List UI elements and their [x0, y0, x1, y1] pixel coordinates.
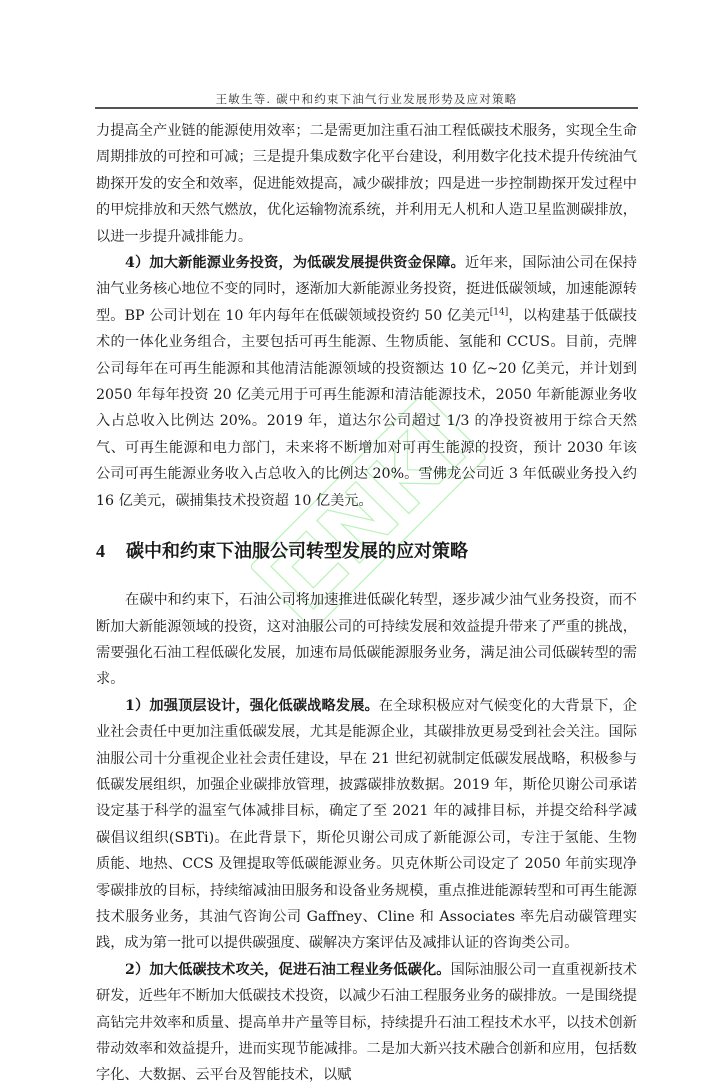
- paragraph-strategy-1: [96, 693, 637, 957]
- paragraph-lead: 1）加强顶层设计，强化低碳战略发展。: [125, 697, 379, 714]
- section-number: 4: [96, 541, 105, 562]
- section-intro: 在碳中和约束下，石油公司将加速推进低碳化转型，逐步减少油气业务投资，而不断加大新能源领域的投资，这对油服公司的可持续发展和效益提升带来了严重的挑战，需要强化石油工程低碳化发展，加速布局低碳能源服务业务，满足油公司低碳转型的需求。: [96, 592, 637, 688]
- citation-ref: [14]: [489, 307, 509, 318]
- section-title: 碳中和约束下油服公司转型发展的应对策略: [126, 541, 468, 563]
- paragraph-strategy-2: [96, 957, 637, 1089]
- body-text: [96, 118, 637, 1089]
- paragraph-lead: 2）加大低碳技术攻关，促进石油工程业务低碳化。: [125, 961, 451, 978]
- section-heading: [96, 538, 637, 565]
- paragraph-text: 在全球积极应对气候变化的大背景下，企业社会责任中更加注重低碳发展，尤其是能源企业，其碳排放更易受到社会关注。国际油服公司十分重视企业社会责任建设，早在 21 世纪初就制定低碳发展战略，积极参与低碳发展组织，加强企业碳排放管理，披露碳排放数据。2019 年，斯伦贝谢公司承诺设定基于科学的温室气体减排目标，确定了至 2021 年的减排目标，并提交给科学减碳倡议组织(SBTi)。在此背景下，斯伦贝谢公司成了新能源公司，专注于氢能、生物质能、地热、CCS 及锂提取等低碳能源业务。贝克休斯公司设定了 2050 年前实现净零碳排放的目标，持续缩减油田服务和设备业务规模，重点推进能源转型和可再生能源技术服务业务，其油气咨询公司 Gaffney、Cline 和 Associates 率先启动碳管理实践，成为第一批可以提供碳强度、碳解决方案评估及减排认证的咨询类公司。: [96, 697, 637, 952]
- paragraph-text: 国际油服公司一直重视新技术研发，近些年不断加大低碳技术投资，以减少石油工程服务业务的碳排放。一是围绕提高钻完井效率和质量、提高单井产量等目标，持续提升石油工程技术水平，以技术创新带动效率和效益提升，进而实现节能减排。二是加大新兴技术融合创新和应用，包括数字化、大数据、云平台及智能技术，以赋: [96, 961, 637, 1084]
- paragraph-lead: 4）加大新能源业务投资，为低碳发展提供资金保障。: [125, 255, 465, 272]
- paragraph-text: ，以构建基于低碳技术的一体化业务组合，主要包括可再生能源、生物质能、氢能和 CCUS。目前，壳牌公司每年在可再生能源和其他清洁能源领域的投资额达 10 亿~20 亿美元，并计划到 2050 年每年投资 20 亿美元用于可再生能源和清洁能源技术，2050 年新能源业务收入占总收入比例达 20%。2019 年，道达尔公司超过 1/3 的净投资被用于综合天然气、可再生能源和电力部门，未来将不断增加对可再生能源的投资，预计 2030 年该公司可再生能源业务收入占总收入的比例达 20%。雪佛龙公司近 3 年低碳业务投入约 16 亿美元，碳捕集技术投资超 10 亿美元。: [96, 307, 637, 509]
- header-rule: [95, 107, 638, 109]
- paragraph-text: 近年来，国际油公司在保持油气业务核心地位不变的同时，逐渐加大新能源业务投资，挺进低碳领域，加速能源转型。BP 公司计划在 10 年内每年在低碳领域投资约 50 亿美元: [96, 255, 637, 324]
- paragraph-continued: 力提高全产业链的能源使用效率；二是需更加注重石油工程低碳技术服务，实现全生命周期排放的可控和可减；三是提升集成数字化平台建设，利用数字化技术提升传统油气勘探开发的安全和效率，促进能效提高，减少碳排放；四是进一步控制勘探开发过程中的甲烷排放和天然气燃放，优化运输物流系统，并利用无人机和人造卫星监测碳排放，以进一步提升减排能力。: [96, 123, 637, 245]
- paragraph-new-energy-investment: [96, 250, 637, 514]
- running-header: 王敏生等. 碳中和约束下油气行业发展形势及应对策略: [215, 92, 518, 106]
